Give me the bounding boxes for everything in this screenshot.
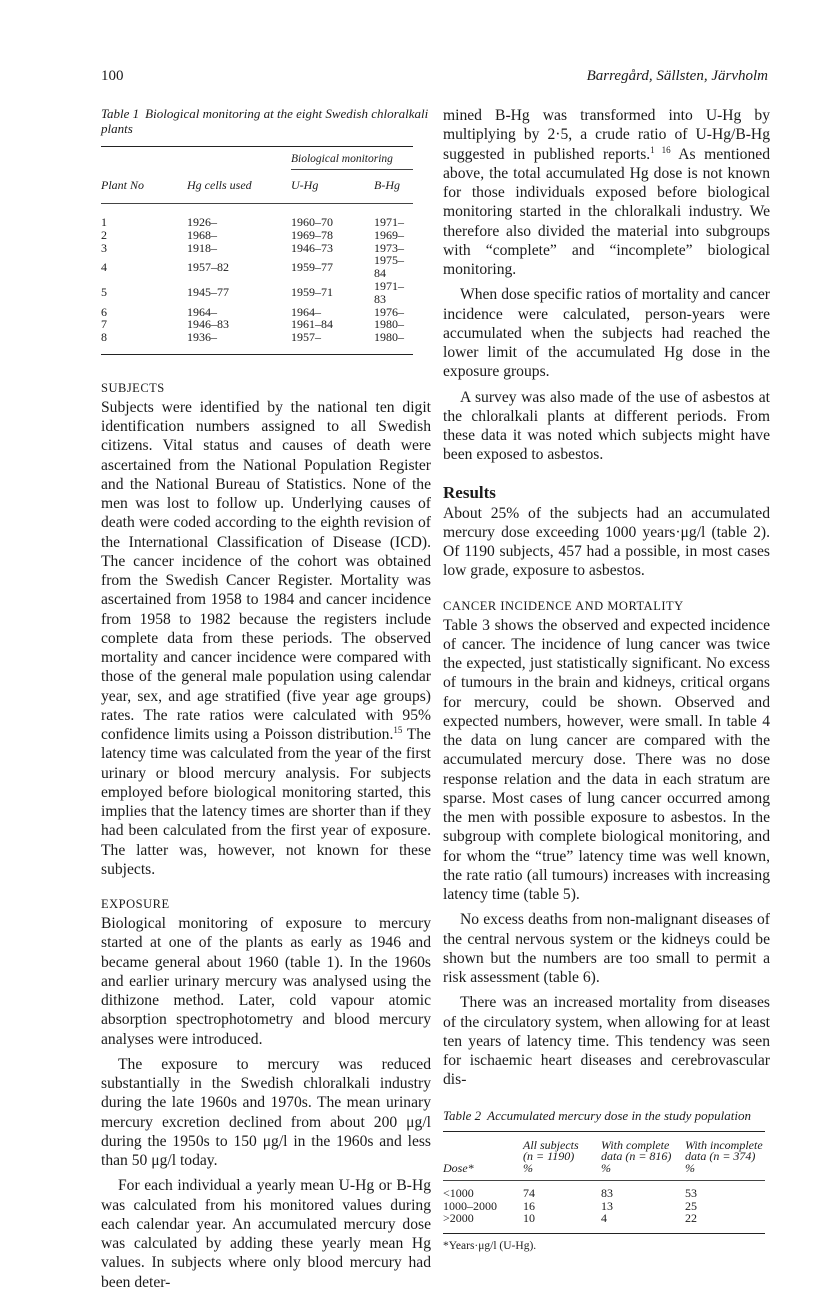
table1-cell: 6 xyxy=(101,304,107,319)
table1-col-cells: Hg cells used xyxy=(187,178,252,192)
dose-paragraph: When dose specific ratios of mortality and cancer incidence were calculated, person-years were accumulated when the subjects had reached the lower limit of the accumulated Hg dose in the exposure groups. xyxy=(443,286,770,381)
cancer-paragraph-1: Table 3 shows the observed and expected incidence of cancer. The incidence of lung cancer was twice the expected, just statistically significant. No excess of tumours in the brain and kidneys, critical organs for mercury, could be shown. Observed and expected numbers, however, were small. In table 4 the data on lung cancer are compared with the accumulated mercury dose. There was no dose response relation and the data in each stratum are sparse. Most cases of lung cancer occurred among the men with possible exposure to asbestos. In the subgroup with complete biological monitoring, and for whom the “true” latency time was well known, the rate ratio (all tumours) increases with increasing latency time (table 5). xyxy=(443,616,770,903)
table2-col-all-l1: All subjects xyxy=(523,1137,579,1152)
table2-cell: 22 xyxy=(685,1211,697,1225)
table2-cell: >2000 xyxy=(443,1211,474,1225)
subjects-heading: SUBJECTS xyxy=(101,380,165,395)
table2-col-complete-l1: With complete xyxy=(601,1137,670,1152)
cancer-heading: CANCER INCIDENCE AND MORTALITY xyxy=(443,598,684,613)
table1-cell: 3 xyxy=(101,240,107,255)
table2-cell: <1000 xyxy=(443,1181,523,1200)
table1-row xyxy=(101,318,413,331)
table1-row xyxy=(101,254,413,280)
subjects-paragraph xyxy=(101,398,431,879)
table2-col-all-l3: % xyxy=(523,1160,533,1175)
table2 xyxy=(443,1131,765,1233)
table1-row xyxy=(101,306,413,319)
table2-cell: 25 xyxy=(685,1198,697,1213)
exposure-paragraph-1: Biological monitoring of exposure to mercury started at one of the plants as early as 1946 and became general about 1960 (table 1). In the 1960s and earlier urinary mercury was analysed using the dithizone method. Later, cold vapour atomic absorption spectrophotometry and blood mercury analyses were introduced. xyxy=(101,915,431,1048)
table1-cell: 1945–77 xyxy=(187,285,229,300)
table1-cell: 2 xyxy=(101,227,107,242)
table1-cell: 1980– xyxy=(374,317,404,332)
table1-row xyxy=(101,229,413,242)
table1-cell: 1975–84 xyxy=(374,253,404,281)
cancer-paragraph-2: No excess deaths from non-malignant diseases of the central nervous system or the kidneys could be shown but the numbers are too small to permit a risk assessment (table 6). xyxy=(443,911,770,986)
table1-cell: 1936– xyxy=(187,330,217,345)
table2-col-incomplete-l2: data (n = 374) xyxy=(685,1149,756,1163)
results-heading: Results xyxy=(443,482,496,502)
methods-text: mined B-Hg was transformed into U-Hg by multiplying by 2·5, a crude ratio of U-Hg/B-Hg suggested in published reports. xyxy=(443,107,770,163)
table1-col-plant: Plant No xyxy=(101,178,145,192)
page-number: 100 xyxy=(101,68,124,84)
table1-row xyxy=(101,204,413,229)
methods-ref: 1 16 xyxy=(650,144,671,155)
table2-col-dose: Dose* xyxy=(443,1131,523,1181)
table1-cell: 1959–71 xyxy=(291,285,333,300)
right-column xyxy=(443,106,770,1252)
table2-col-complete-l3: % xyxy=(601,1160,611,1175)
table2-cell: 74 xyxy=(523,1181,601,1200)
table1-cell: 1968– xyxy=(187,227,217,242)
table1-cell: 1961–84 xyxy=(291,317,333,332)
table1-cell: 1969–78 xyxy=(291,227,333,242)
table1-cell: 1973– xyxy=(374,240,404,255)
table1-cell: 1957– xyxy=(291,330,321,345)
table2-cell: 53 xyxy=(685,1181,765,1200)
table2-footnote: *Years·μg/l (U-Hg). xyxy=(443,1239,537,1252)
table1-cell: 4 xyxy=(101,259,107,274)
subjects-text2: The latency time was calculated from the year of the first urinary or blood mercury analysis. For subjects employed before biological monitoring started, this implies that the latency times are shorter than if they had been calculated from the first year of exposure. The latter was, however, not known for these subjects. xyxy=(101,726,431,878)
table1-cell: 1946–83 xyxy=(187,317,229,332)
table2-cell: 13 xyxy=(601,1198,613,1213)
table1-cell: 1964– xyxy=(291,304,321,319)
table2-col-incomplete xyxy=(685,1131,765,1181)
table2-col-complete-l2: data (n = 816) xyxy=(601,1149,672,1163)
table1-cell: 1946–73 xyxy=(291,240,333,255)
subjects-ref: 15 xyxy=(393,725,403,736)
table2-col-incomplete-l1: With incomplete xyxy=(685,1137,763,1152)
table1-group-header: Biological monitoring xyxy=(291,147,413,170)
table1-cell: 1926– xyxy=(187,204,291,229)
table2-col-all xyxy=(523,1131,601,1181)
running-header-authors: Barregård, Sällsten, Järvholm xyxy=(586,68,768,84)
table1-col-bhg: B-Hg xyxy=(374,178,400,192)
table2-cell: 10 xyxy=(523,1211,535,1225)
asbestos-paragraph: A survey was also made of the use of asbestos at the chloralkali plants at different periods. From these data it was noted which subjects might have been exposed to asbestos. xyxy=(443,388,770,464)
table1-cell: 1959–77 xyxy=(291,259,333,274)
table1 xyxy=(101,146,413,354)
table1-cell: 1980– xyxy=(374,330,404,345)
table1-caption xyxy=(101,106,431,136)
table2-row xyxy=(443,1212,765,1233)
cancer-paragraph-3: There was an increased mortality from diseases of the circulatory system, when allowing for at least ten years of latency time. This tendency was seen for ischaemic heart diseases and cerebrovascular dis- xyxy=(443,994,770,1089)
exposure-paragraph-2: The exposure to mercury was reduced substantially in the Swedish chloralkali industry during the late 1960s and 1970s. The mean urinary mercury excretion declined from about 200 μg/l during the 1950s to 150 μg/l in the 1960s and less than 50 μg/l today. xyxy=(101,1055,431,1170)
table1-col-uhg: U-Hg xyxy=(291,178,319,192)
results-paragraph: About 25% of the subjects had an accumulated mercury dose exceeding 1000 years·μg/l (table 2). Of 1190 subjects, 457 had a possible, in most cases low grade, exposure to asbestos. xyxy=(443,504,770,580)
exposure-heading: EXPOSURE xyxy=(101,897,170,912)
table1-row xyxy=(101,280,413,306)
table2-title: Accumulated mercury dose in the study population xyxy=(487,1107,751,1123)
methods-text2: As mentioned above, the total accumulated Hg dose is not known for those individuals exposed before biological monitoring started in the chloralkali industry. We therefore also divided the material into subgroups with “complete” and “incomplete” biological monitoring. xyxy=(443,145,770,278)
table1-cell: 1918– xyxy=(187,240,217,255)
table2-caption xyxy=(443,1108,770,1123)
table2-row xyxy=(443,1181,765,1200)
table2-cell: 83 xyxy=(601,1181,685,1200)
table1-cell: 1964– xyxy=(187,304,217,319)
table2-cell: 1000–2000 xyxy=(443,1198,497,1213)
table2-col-all-l2: (n = 1190) xyxy=(523,1149,575,1163)
table1-cell: 1 xyxy=(101,204,187,229)
table1-label: Table 1 xyxy=(101,106,140,121)
table2-row xyxy=(443,1200,765,1213)
table2-cell: 16 xyxy=(523,1198,535,1213)
table2-cell: 4 xyxy=(601,1211,607,1225)
left-column xyxy=(101,106,431,1292)
table2-label: Table 2 xyxy=(443,1107,482,1123)
table1-cell: 1971– xyxy=(374,204,413,229)
table2-col-incomplete-l3: % xyxy=(685,1160,695,1175)
table1-row xyxy=(101,242,413,255)
table1-cell: 8 xyxy=(101,330,107,345)
table1-cell: 1969– xyxy=(374,227,404,242)
table2-col-complete xyxy=(601,1131,685,1181)
table1-cell: 1960–70 xyxy=(291,204,374,229)
exposure-paragraph-3: For each individual a yearly mean U-Hg or B-Hg was calculated from his monitored values during each calendar year. An accumulated mercury dose was calculated by adding these yearly mean Hg values. In subjects where only blood mercury had been deter- xyxy=(101,1177,431,1291)
table1-cell: 7 xyxy=(101,317,107,332)
table1-row xyxy=(101,331,413,354)
table1-cell: 5 xyxy=(101,285,107,300)
table1-cell: 1957–82 xyxy=(187,259,229,274)
table1-cell: 1971–83 xyxy=(374,278,404,306)
table1-title: Biological monitoring at the eight Swedish chloralkali plants xyxy=(101,106,429,136)
table1-cell: 1976– xyxy=(374,304,404,319)
methods-continued-paragraph xyxy=(443,106,770,279)
subjects-text: Subjects were identified by the national ten digit identification numbers assigned to all Swedish citizens. Vital status and causes of death were ascertained from the National Population Register and the National Bureau of Statistics. None of the men was lost to follow up. Underlying causes of death were coded according to the eighth revision of the International Classification of Disease (ICD). The cancer incidence of the cohort was obtained from the Swedish Cancer Register. Mortality was ascertained from 1958 to 1984 and cancer incidence from 1958 to 1982 because the registers include complete data from these periods. The observed mortality and cancer incidence were compared with those of the general male population using calendar year, sex, and age stratified (five year age groups) rates. The rate ratios were calculated with 95% confidence limits using a Poisson distribution. xyxy=(101,398,431,744)
